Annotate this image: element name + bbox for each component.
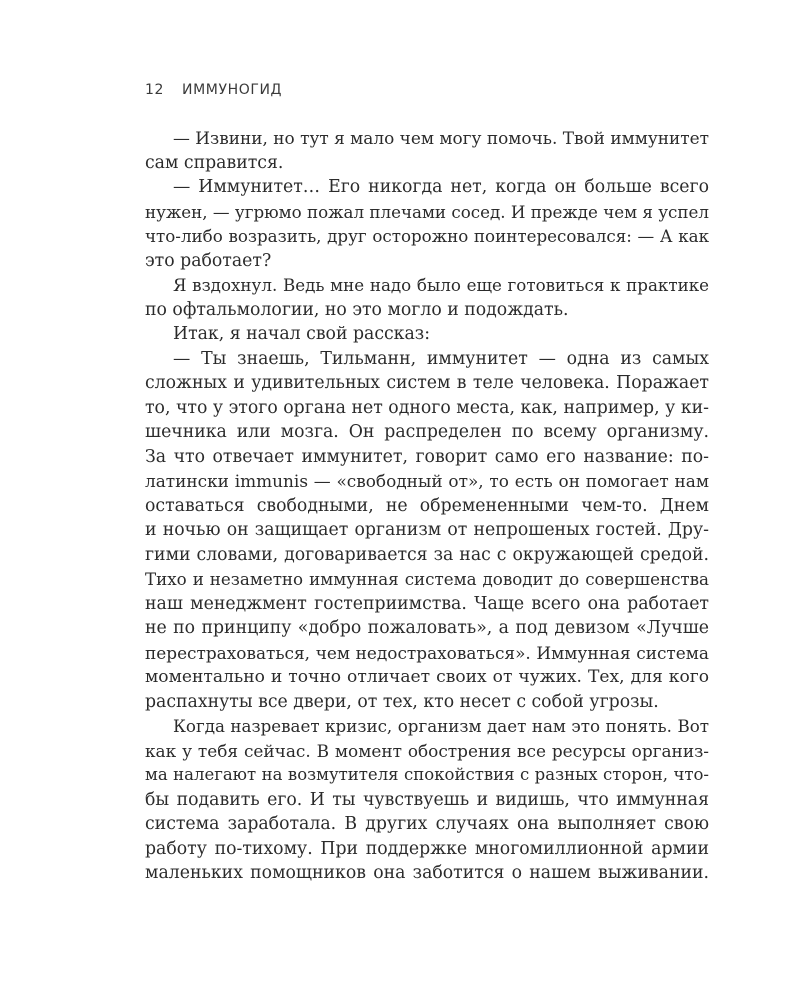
text-line: как у тебя сейчас. В момент обострения все ресурсы организ- — [145, 740, 709, 761]
text-line: перестраховаться, чем недостраховаться». Иммунная система — [145, 642, 709, 663]
text-line: это работает? — [145, 250, 272, 271]
text-line: — Ты знаешь, Тильманн, иммунитет — одна из самых — [173, 348, 709, 369]
text-line: оставаться свободными, не обремененными чем-то. Днем — [145, 495, 709, 516]
text-line: работу по-тихому. При поддержке многомиллионной армии — [145, 838, 709, 859]
text-line: шечника или мозга. Он распределен по всему организму. — [145, 422, 709, 442]
text-line: система заработала. В других случаях она выполняет свою — [145, 814, 709, 834]
text-line: За что отвечает иммунитет, говорит само его название: по- — [145, 446, 709, 467]
running-head — [145, 82, 282, 98]
text-line: Итак, я начал свой рассказ: — [173, 324, 431, 344]
text-line: наш менеджмент гостеприимства. Чаще всего она работает — [145, 593, 709, 614]
body-text — [145, 126, 709, 886]
text-line: сложных и удивительных систем в теле человека. Поражает — [145, 373, 709, 393]
text-line: маленьких помощников она заботится о нашем выживании. — [145, 863, 709, 883]
text-line: что-либо возразить, друг осторожно поинтересовался: — А как — [145, 226, 709, 246]
text-line: — Извини, но тут я мало чем могу помочь. Твой иммунитет — [173, 128, 709, 148]
text-line: бы подавить его. И ты чувствуешь и видишь, что иммунная — [145, 789, 709, 810]
text-line: ма налегают на возмутителя спокойствия с разных сторон, что- — [145, 765, 709, 784]
book-title: ИММУНОГИД — [182, 82, 283, 98]
text-line: латински immunis — «свободный от», то есть он помогает нам — [145, 471, 709, 491]
text-line: моментально и точно отличает своих от чужих. Тех, для кого — [145, 667, 709, 687]
text-line: — Иммунитет… Его никогда нет, когда он больше всего — [173, 177, 709, 197]
text-line: распахнуты все двери, от тех, кто несет с собой угрозы. — [145, 691, 659, 712]
text-line: нужен, — угрюмо пожал плечами сосед. И прежде чем я успел — [145, 201, 709, 222]
text-line: гими словами, договаривается за нас с окружающей средой. — [145, 544, 709, 565]
text-line: и ночью он защищает организм от непрошеных гостей. Дру- — [145, 520, 709, 540]
text-line: Я вздохнул. Ведь мне надо было еще готовиться к практике — [173, 275, 709, 295]
page-number: 12 — [145, 82, 165, 98]
text-line: Тихо и незаметно иммунная система доводит до совершенства — [145, 569, 709, 589]
text-line: то, что у этого органа нет одного места, как, например, у ки- — [145, 397, 709, 418]
text-line: не по принципу «добро пожаловать», а под девизом «Лучше — [145, 618, 709, 638]
text-line: сам справится. — [145, 152, 284, 173]
text-line: по офтальмологии, но это могло и подождать. — [145, 299, 569, 320]
text-line: Когда назревает кризис, организм дает нам это понять. Вот — [173, 716, 709, 736]
